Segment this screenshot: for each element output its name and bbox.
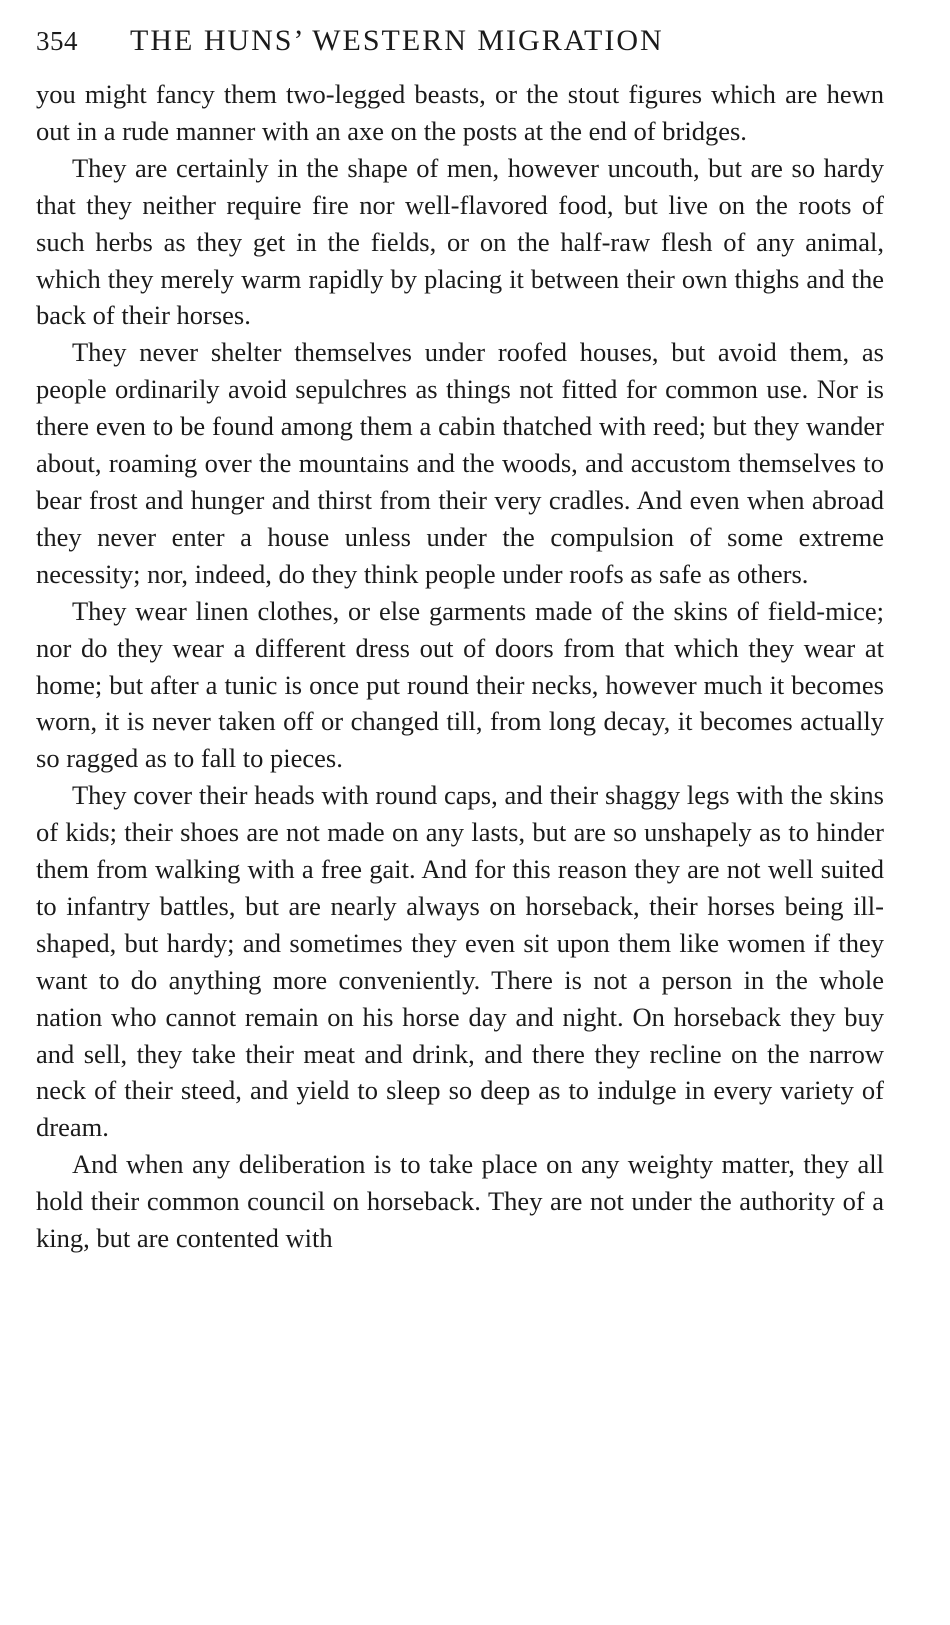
running-title: THE HUNS’ WESTERN MIGRATION	[130, 24, 664, 57]
page-number: 354	[36, 26, 78, 56]
paragraph: They wear linen clothes, or else garments made of the skins of field-mice; nor do they wear a different dress out of doors from that which they wear at home; but after a tunic is once put round their necks, however much it becomes worn, it is never taken off or changed till, from long decay, it becomes actually so ragged as to fall to pieces.	[36, 595, 884, 774]
paragraph: They are certainly in the shape of men, however uncouth, but are so hardy that they neither require fire nor well-flavored food, but live on the roots of such herbs as they get in the fields, or on the half-raw flesh of any animal, which they merely warm rapidly by placing it between their own thighs and the back of their horses.	[36, 152, 884, 331]
running-head	[36, 24, 884, 74]
paragraph: They cover their heads with round caps, and their shaggy legs with the skins of kids; their shoes are not made on any lasts, but are so unshapely as to hinder them from walking with a free gait. And for this reason they are not well suited to infantry battles, but are nearly always on horseback, their horses being ill-shaped, but hardy; and sometimes they even sit upon them like women if they want to do anything more conveniently. There is not a person in the whole nation who cannot remain on his horse day and night. On horseback they buy and sell, they take their meat and drink, and there they recline on the narrow neck of their steed, and yield to sleep so deep as to indulge in every variety of dream.	[36, 780, 884, 1143]
paragraph: They never shelter themselves under roofed houses, but avoid them, as people ordinarily avoid sepulchres as things not fitted for common use. Nor is there even to be found among them a cabin thatched with reed; but they wander about, roaming over the mountains and the woods, and accustom themselves to bear frost and hunger and thirst from their very cradles. And even when abroad they never enter a house unless under the compulsion of some extreme necessity; nor, indeed, do they think people under roofs as safe as others.	[36, 337, 884, 589]
body-text	[36, 76, 884, 1257]
paragraph: And when any deliberation is to take place on any weighty matter, they all hold their common council on horseback. They are not under the authority of a king, but are contented with	[36, 1149, 884, 1254]
paragraph-continued: you might fancy them two-legged beasts, or the stout figures which are hewn out in a rude manner with an axe on the posts at the end of bridges.	[36, 79, 884, 146]
book-page	[36, 24, 884, 1257]
